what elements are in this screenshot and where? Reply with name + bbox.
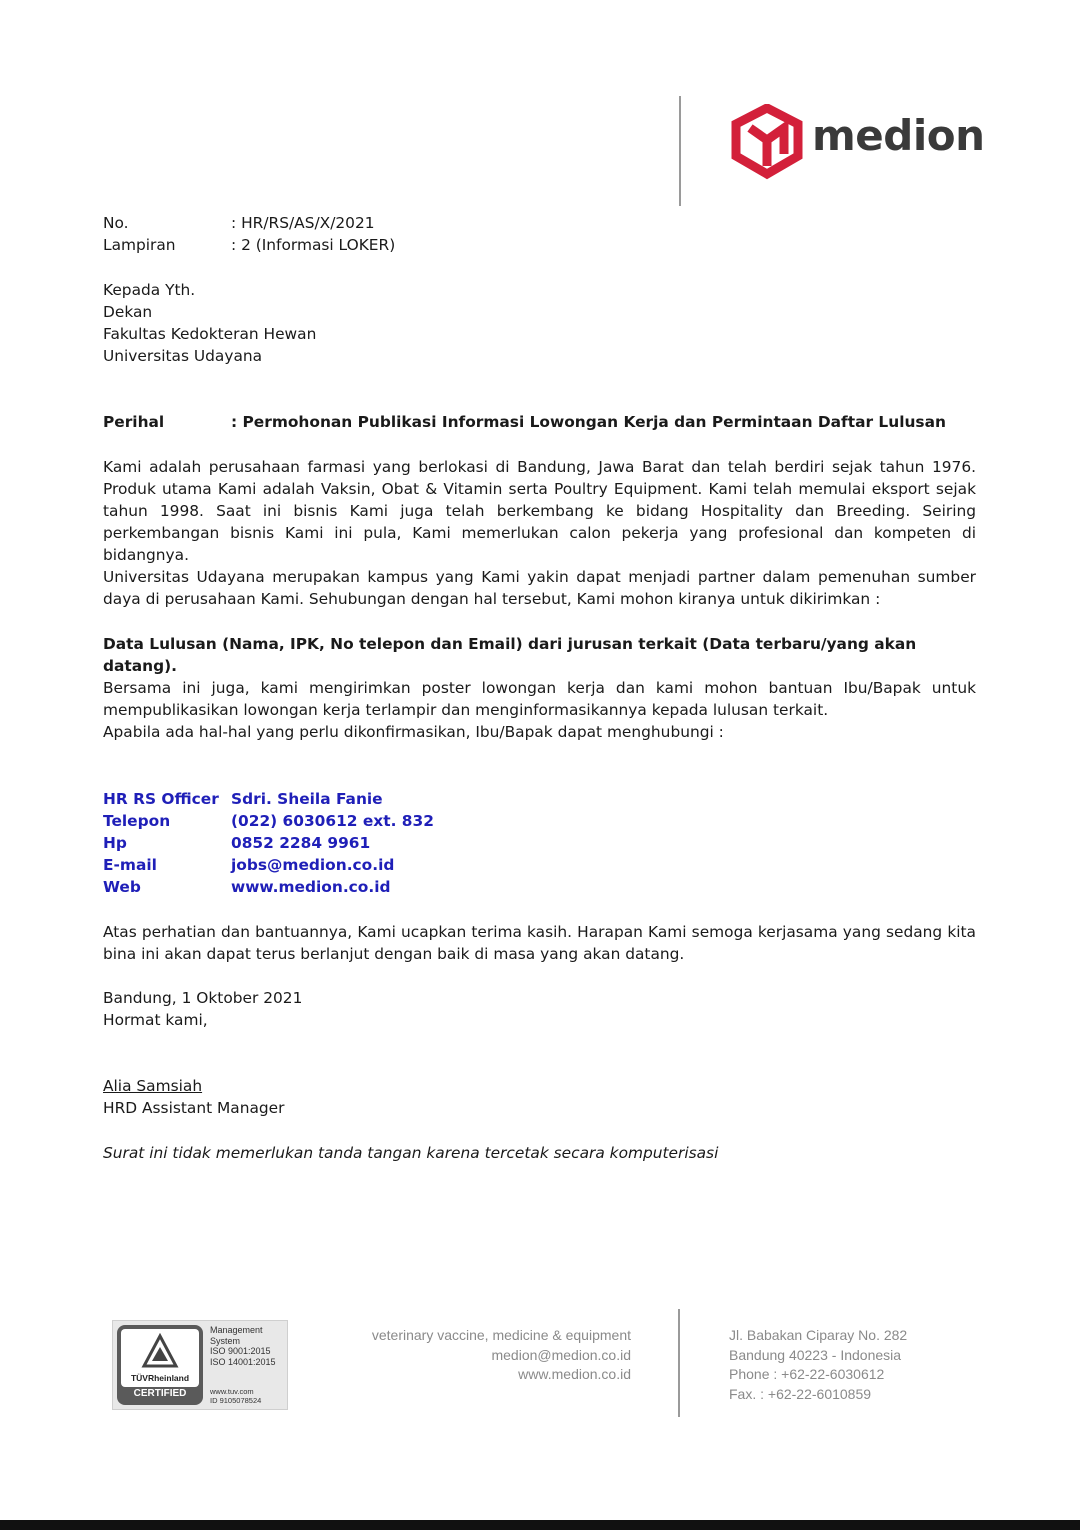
subject-label: Perihal (103, 413, 165, 431)
contact-web-link[interactable]: www.medion.co.id (231, 878, 391, 896)
cert-line: ISO 9001:2015 (210, 1346, 271, 1356)
contact-value: (022) 6030612 ext. 832 (231, 812, 434, 830)
signatory-title: HRD Assistant Manager (103, 1099, 285, 1117)
cert-line: www.tuv.com (210, 1387, 254, 1396)
subject-line (103, 411, 976, 433)
footer-web[interactable]: www.medion.co.id (518, 1366, 631, 1382)
tuv-name: TÜVRheinland (130, 1373, 190, 1383)
contact-list (103, 788, 976, 898)
tuv-certified-label: CERTIFIED (133, 1388, 187, 1399)
contact-label: E-mail (103, 856, 157, 874)
body-paragraph-3: Bersama ini juga, kami mengirimkan poster lowongan kerja dan kami mohon bantuan Ibu/Bapak untuk mempublikasikan lowongan kerja terlampir dan menginformasikannya kepada lulusan terkait. (103, 679, 976, 719)
closing-paragraph: Atas perhatian dan bantuannya, Kami ucapkan terima kasih. Harapan Kami semoga kerjasama yang sedang kita bina ini akan dapat terus berlanjut dengan baik di masa yang akan datang. (103, 923, 976, 963)
recipient-block (103, 279, 976, 367)
certification-badge (112, 1320, 288, 1410)
contact-row (103, 788, 976, 810)
computer-generated-note: Surat ini tidak memerlukan tanda tangan karena tercetak secara komputerisasi (103, 1144, 719, 1162)
brand-name: medion (812, 111, 985, 160)
number-value: : HR/RS/AS/X/2021 (231, 214, 375, 232)
footer-phone: Phone : +62-22-6030612 (729, 1366, 885, 1382)
data-request: Data Lulusan (Nama, IPK, No telepon dan Email) dari jurusan terkait (Data terbaru/yang akan datang). (103, 635, 917, 675)
footer-tagline-block (330, 1326, 631, 1385)
footer-divider (678, 1309, 680, 1417)
cert-system (210, 1325, 276, 1367)
footer-address-line: Jl. Babakan Ciparay No. 282 (729, 1327, 908, 1343)
cert-id (210, 1387, 261, 1405)
footer-tagline: veterinary vaccine, medicine & equipment (371, 1327, 631, 1343)
greeting: Hormat kami, (103, 1011, 208, 1029)
attachment-value: : 2 (Informasi LOKER) (231, 236, 396, 254)
recipient-line: Fakultas Kedokteran Hewan (103, 325, 317, 343)
contact-row (103, 832, 976, 854)
contact-value: Sdri. Sheila Fanie (231, 790, 383, 808)
place-date: Bandung, 1 Oktober 2021 (103, 989, 303, 1007)
contact-row (103, 876, 976, 898)
footer-address-line: Bandung 40223 - Indonesia (729, 1346, 902, 1363)
contact-row (103, 810, 976, 832)
attachment-label: Lampiran (103, 236, 176, 254)
body-paragraph-4: Apabila ada hal-hal yang perlu dikonfirmasikan, Ibu/Bapak dapat menghubungi : (103, 723, 724, 741)
contact-label: Hp (103, 834, 127, 852)
body-paragraph-2: Universitas Udayana merupakan kampus yang Kami yakin dapat menjadi partner dalam pemenuhan sumber daya di perusahaan Kami. Sehubungan dengan hal tersebut, Kami mohon kiranya untuk dikirimkan : (103, 568, 976, 608)
body-paragraph-1: Kami adalah perusahaan farmasi yang berlokasi di Bandung, Jawa Barat dan telah berdiri sejak tahun 1976. Produk utama Kami adalah Vaksin, Obat & Vitamin serta Poultry Equipment. Kami telah memulai eksport sejak tahun 1998. Saat ini bisnis Kami juga telah berkembang ke bidang Hospitality dan Breeding. Seiring perkembangan bisnis Kami ini pula, Kami memerlukan calon pekerja yang profesional dan kompeten di bidangnya. (103, 458, 976, 564)
contact-label: Web (103, 878, 141, 896)
bottom-edge-bar (0, 1520, 1080, 1530)
recipient-line: Kepada Yth. (103, 281, 196, 299)
number-label: No. (103, 214, 129, 232)
header-divider (679, 96, 681, 206)
letter-meta (103, 212, 976, 256)
footer-fax: Fax. : +62-22-6010859 (729, 1385, 872, 1402)
recipient-line: Universitas Udayana (103, 347, 263, 365)
contact-email-link[interactable]: jobs@medion.co.id (231, 856, 395, 874)
cert-line: ISO 14001:2015 (210, 1356, 276, 1367)
contact-label: HR RS Officer (103, 790, 219, 808)
tuv-triangle-icon (141, 1333, 179, 1371)
subject-value: : Permohonan Publikasi Informasi Lowongan Kerja dan Permintaan Daftar Lulusan (231, 413, 946, 431)
cert-line: System (210, 1335, 241, 1346)
footer-address-block (729, 1326, 989, 1404)
footer-email[interactable]: medion@medion.co.id (491, 1346, 631, 1363)
tuv-badge (117, 1325, 203, 1405)
contact-value: 0852 2284 9961 (231, 834, 371, 852)
contact-row (103, 854, 976, 876)
medion-logo-icon (728, 104, 806, 180)
contact-label: Telepon (103, 812, 171, 830)
recipient-line: Dekan (103, 303, 153, 321)
signatory-block (103, 1075, 976, 1119)
cert-line: Management (210, 1325, 263, 1335)
signatory-name: Alia Samsiah (103, 1077, 203, 1095)
signoff-block (103, 987, 976, 1031)
cert-line: ID 9105078524 (210, 1396, 262, 1405)
